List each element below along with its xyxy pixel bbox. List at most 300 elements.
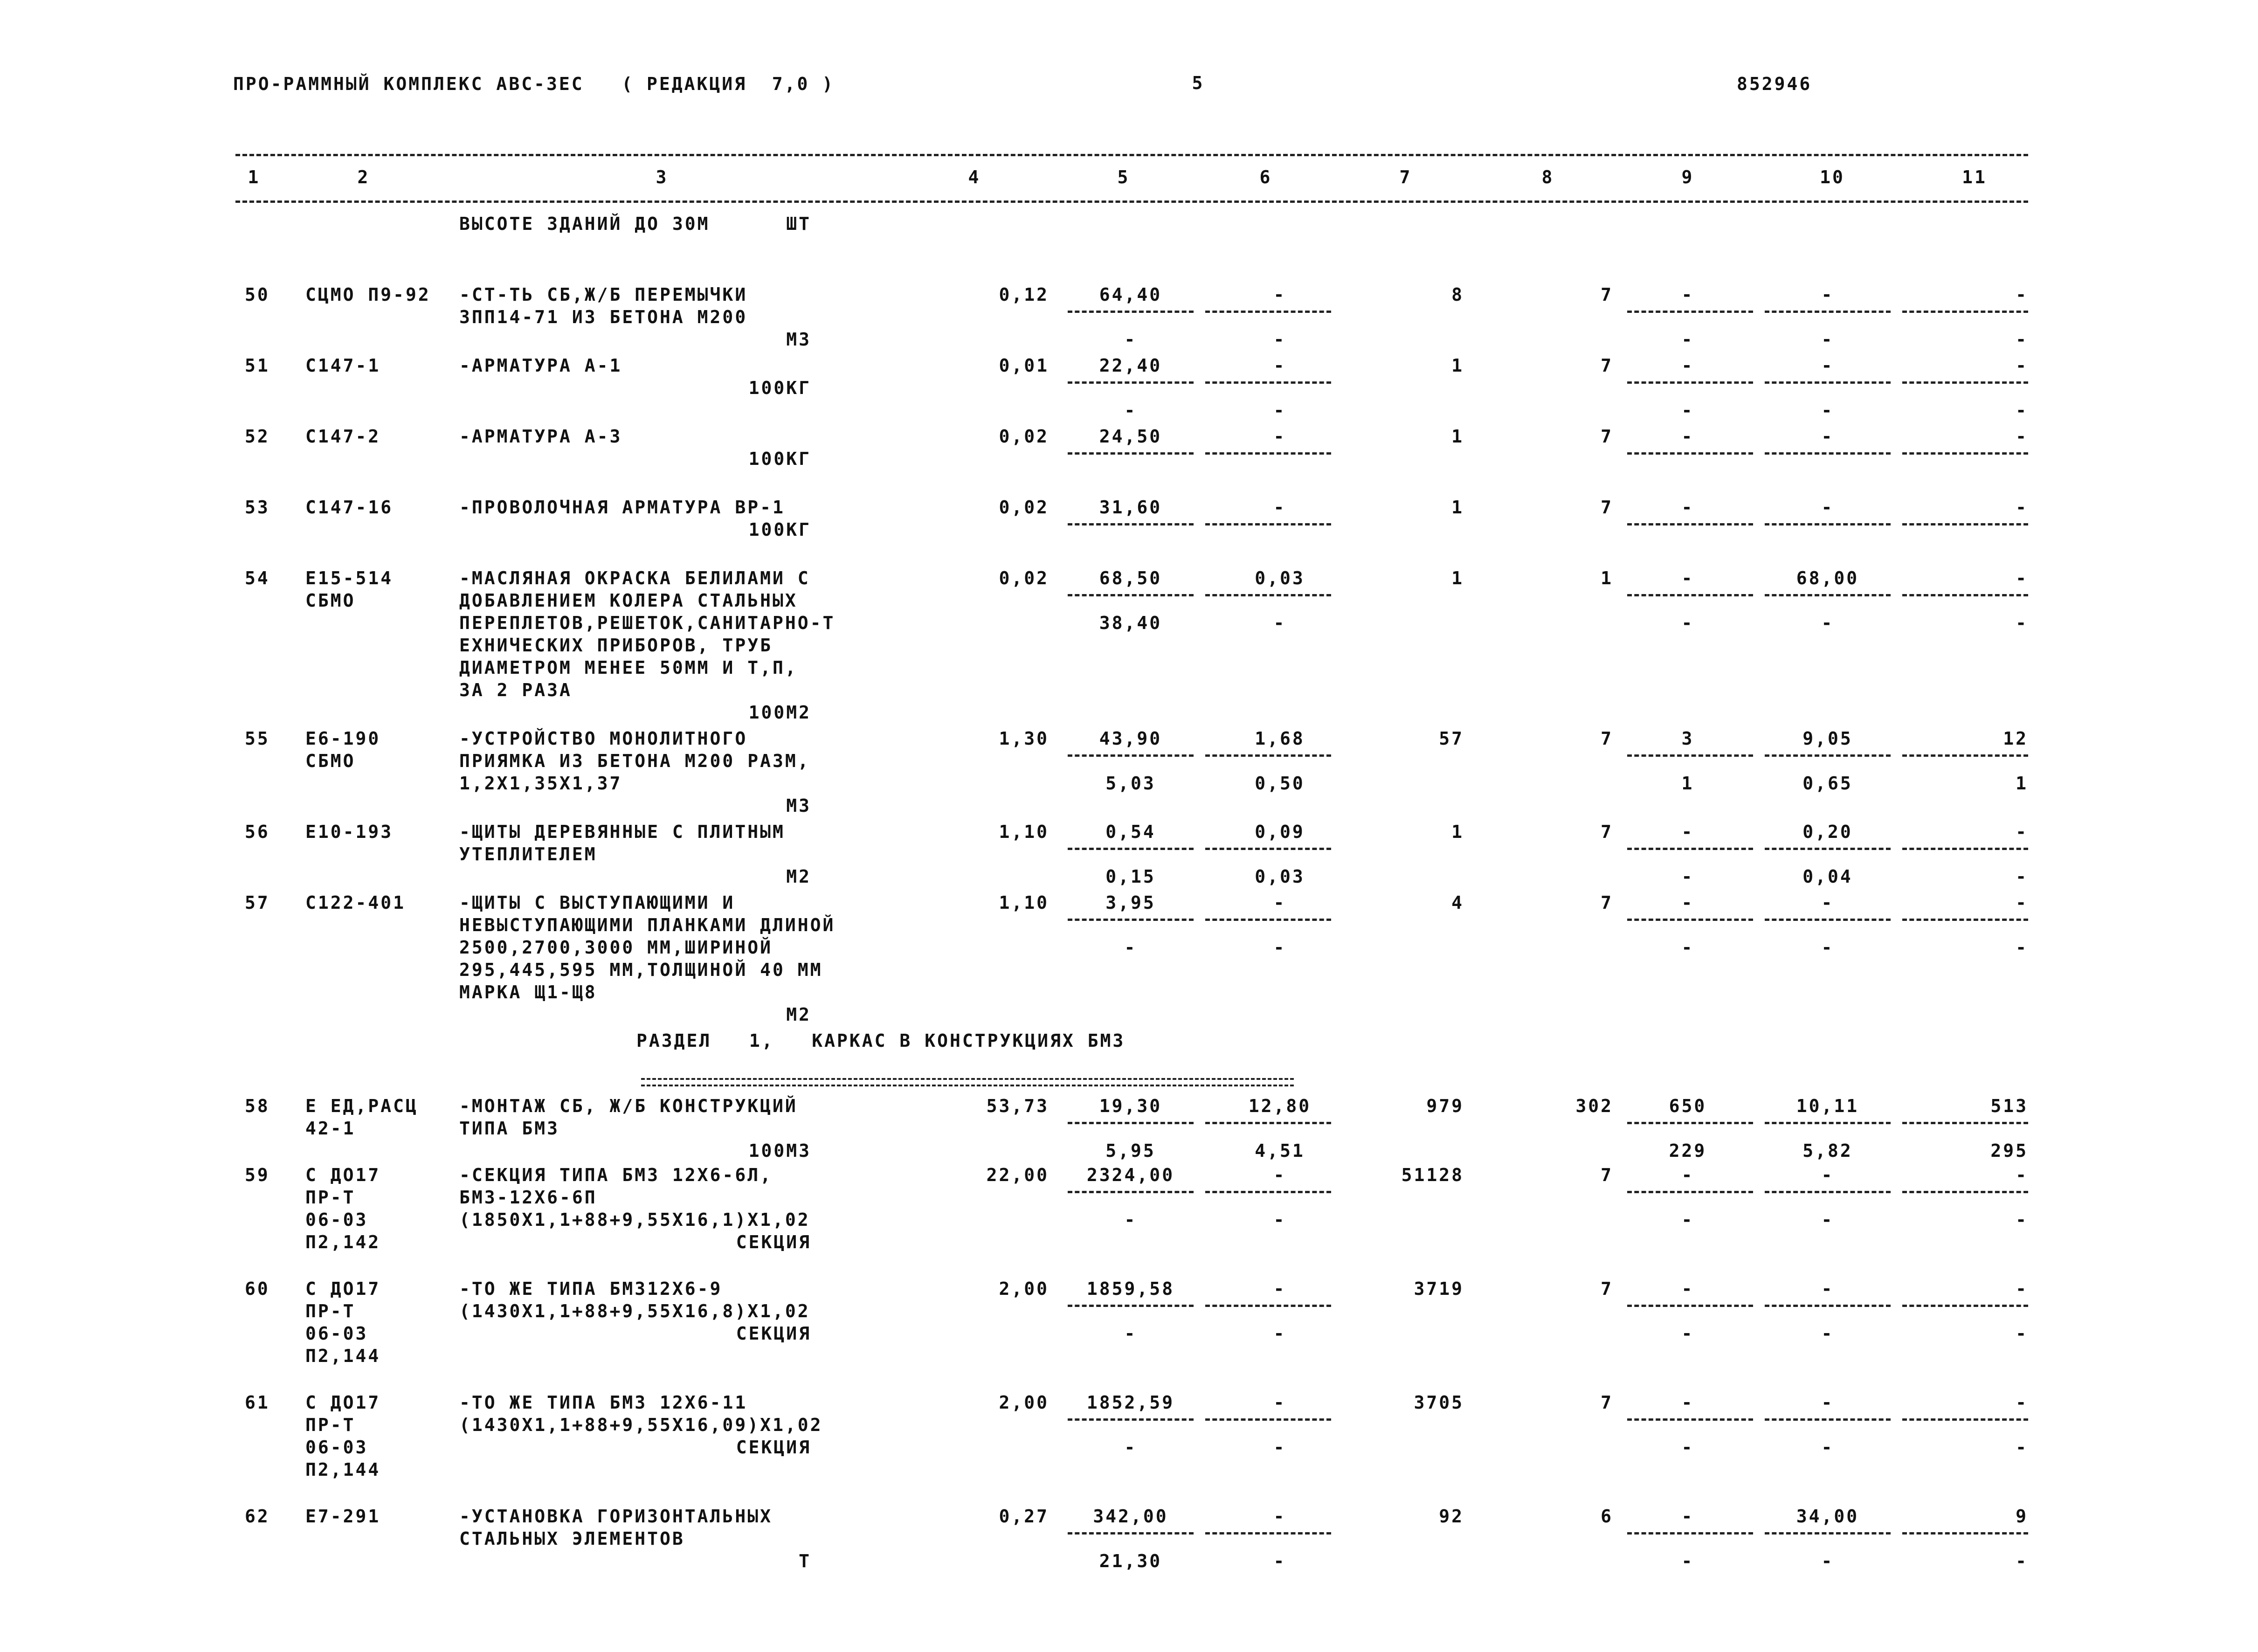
cell-divider bbox=[1765, 381, 1891, 384]
cell-col6-total: 0,09 bbox=[1255, 822, 1305, 842]
cell-divider bbox=[1627, 523, 1753, 525]
cell-col11-total: 513 bbox=[1990, 1096, 2028, 1116]
cell-col5-total: 43,90 bbox=[1099, 728, 1162, 749]
cell-divider bbox=[1205, 1418, 1331, 1421]
row-unit-note: СЕКЦИЯ bbox=[736, 1232, 811, 1252]
cell-col7: 3705 bbox=[1414, 1392, 1464, 1413]
row-description: БМЗ-12Х6-6П bbox=[459, 1187, 597, 1208]
row-code: С122-401 bbox=[305, 892, 406, 913]
cell-col5-total: 24,50 bbox=[1099, 426, 1162, 447]
cell-col10-wage: - bbox=[1821, 1437, 1834, 1458]
row-description: -ТО ЖЕ ТИПА БМЗ12Х6-9 bbox=[459, 1279, 723, 1299]
cell-col5-wage: - bbox=[1124, 1210, 1137, 1230]
cell-col4: 0,02 bbox=[999, 426, 1049, 447]
cell-col10-total: 9,05 bbox=[1802, 728, 1853, 749]
cell-col9-wage: - bbox=[1681, 866, 1694, 887]
row-description: -АРМАТУРА А-3 bbox=[459, 426, 622, 447]
cell-col6-wage: - bbox=[1273, 400, 1286, 421]
cell-col8: 1 bbox=[1601, 568, 1613, 588]
row-description: 1,2Х1,35Х1,37 bbox=[459, 773, 622, 794]
cell-divider bbox=[1627, 311, 1753, 313]
cell-col9-total: - bbox=[1681, 892, 1694, 913]
row-description: -ТО ЖЕ ТИПА БМЗ 12Х6-11 bbox=[459, 1392, 748, 1413]
row-unit: М2 bbox=[786, 866, 811, 887]
cell-col11-total: - bbox=[2016, 1279, 2028, 1299]
cell-divider bbox=[1627, 1122, 1753, 1124]
cell-col6-wage: 0,03 bbox=[1255, 866, 1305, 887]
cell-col6-total: - bbox=[1273, 426, 1286, 447]
cell-col4: 0,01 bbox=[999, 355, 1049, 376]
cell-col5-total: 22,40 bbox=[1099, 355, 1162, 376]
cell-divider bbox=[1902, 523, 2028, 525]
cell-col11-total: - bbox=[2016, 426, 2028, 447]
cell-col8: 302 bbox=[1575, 1096, 1613, 1116]
cell-col9-wage: - bbox=[1681, 937, 1694, 958]
cell-col11-wage: - bbox=[2016, 937, 2028, 958]
row-description: -ПРОВОЛОЧНАЯ АРМАТУРА ВР-1 bbox=[459, 497, 785, 518]
cell-divider bbox=[1627, 1305, 1753, 1307]
row-unit: 100КГ bbox=[748, 519, 811, 540]
cell-col8: 7 bbox=[1601, 1279, 1613, 1299]
cell-divider bbox=[1068, 919, 1194, 921]
cell-col5-total: 1852,59 bbox=[1086, 1392, 1175, 1413]
column-header: 7 bbox=[1399, 167, 1412, 187]
row-description: -УСТРОЙСТВО МОНОЛИТНОГО bbox=[459, 728, 748, 749]
cell-divider bbox=[1627, 919, 1753, 921]
cell-col11-wage: - bbox=[2016, 866, 2028, 887]
cell-divider bbox=[1765, 1191, 1891, 1193]
cell-divider bbox=[1902, 1532, 2028, 1534]
cell-divider bbox=[1205, 311, 1331, 313]
row-number: 54 bbox=[245, 568, 270, 588]
cell-col11-wage: - bbox=[2016, 400, 2028, 421]
row-code: СЦМО П9-92 bbox=[305, 284, 431, 305]
cell-divider bbox=[1205, 452, 1331, 455]
row-code: Е10-193 bbox=[305, 822, 394, 842]
row-description: -УСТАНОВКА ГОРИЗОНТАЛЬНЫХ bbox=[459, 1506, 773, 1527]
cell-col10-wage: 0,65 bbox=[1802, 773, 1853, 794]
cell-divider bbox=[1902, 919, 2028, 921]
table-top-rule bbox=[235, 154, 2028, 156]
cell-divider bbox=[1765, 754, 1891, 757]
cell-col10-wage: - bbox=[1821, 329, 1834, 350]
cell-divider bbox=[1902, 311, 2028, 313]
row-description: ЕХНИЧЕСКИХ ПРИБОРОВ, ТРУБ bbox=[459, 635, 773, 656]
row-description: (1850Х1,1+88+9,55Х16,1)Х1,02 bbox=[459, 1210, 810, 1230]
row-number: 50 bbox=[245, 284, 270, 305]
row-number: 58 bbox=[245, 1096, 270, 1116]
cell-divider bbox=[1205, 1191, 1331, 1193]
cell-divider bbox=[1068, 1532, 1194, 1534]
cell-col5-wage: 21,30 bbox=[1099, 1551, 1162, 1571]
cell-col8: 7 bbox=[1601, 728, 1613, 749]
cell-divider bbox=[1068, 1191, 1194, 1193]
row-unit: М2 bbox=[786, 1004, 811, 1025]
cell-col11-total: - bbox=[2016, 1392, 2028, 1413]
cell-col4: 0,27 bbox=[999, 1506, 1049, 1527]
cell-col5-wage: - bbox=[1124, 400, 1137, 421]
cell-col6-total: - bbox=[1273, 1165, 1286, 1185]
cell-col5-total: 342,00 bbox=[1093, 1506, 1168, 1527]
cell-divider bbox=[1068, 452, 1194, 455]
cell-col7: 57 bbox=[1439, 728, 1464, 749]
cell-divider bbox=[1068, 311, 1194, 313]
cell-col9-wage: 229 bbox=[1669, 1141, 1707, 1161]
row-description: -ЩИТЫ С ВЫСТУПАЮЩИМИ И bbox=[459, 892, 735, 913]
cell-col7: 1 bbox=[1451, 426, 1464, 447]
cell-divider bbox=[1068, 754, 1194, 757]
cell-col10-wage: - bbox=[1821, 400, 1834, 421]
row-unit: 100КГ bbox=[748, 449, 811, 469]
cell-col9-total: 650 bbox=[1669, 1096, 1707, 1116]
cell-col10-wage: - bbox=[1821, 1210, 1834, 1230]
row-code: ПР-Т bbox=[305, 1187, 356, 1208]
cell-divider bbox=[1765, 1122, 1891, 1124]
cell-col5-total: 64,40 bbox=[1099, 284, 1162, 305]
row-code: С147-2 bbox=[305, 426, 381, 447]
cell-col10-wage: - bbox=[1821, 1323, 1834, 1344]
cell-col8: 7 bbox=[1601, 1165, 1613, 1185]
cell-divider bbox=[1902, 1122, 2028, 1124]
cell-col11-total: - bbox=[2016, 822, 2028, 842]
cell-col6-total: 0,03 bbox=[1255, 568, 1305, 588]
cell-col9-wage: - bbox=[1681, 613, 1694, 633]
cell-col4: 1,10 bbox=[999, 822, 1049, 842]
cell-col11-wage: - bbox=[2016, 1551, 2028, 1571]
cell-col7: 92 bbox=[1439, 1506, 1464, 1527]
cell-divider bbox=[1068, 1418, 1194, 1421]
cell-col7: 3719 bbox=[1414, 1279, 1464, 1299]
column-header: 10 bbox=[1820, 167, 1845, 187]
cell-col8: 6 bbox=[1601, 1506, 1613, 1527]
cell-col10-total: 68,00 bbox=[1796, 568, 1859, 588]
cell-col10-total: - bbox=[1821, 355, 1834, 376]
cell-col4: 0,02 bbox=[999, 497, 1049, 518]
row-unit: Т bbox=[799, 1551, 811, 1571]
cell-divider bbox=[1205, 754, 1331, 757]
row-description: УТЕПЛИТЕЛЕМ bbox=[459, 844, 597, 864]
cell-divider bbox=[1068, 1305, 1194, 1307]
cell-divider bbox=[1902, 848, 2028, 850]
cell-col9-total: - bbox=[1681, 1165, 1694, 1185]
cell-divider bbox=[1068, 1122, 1194, 1124]
document-number: 852946 bbox=[1737, 74, 1812, 94]
column-header: 3 bbox=[656, 167, 669, 187]
cell-col9-wage: - bbox=[1681, 1551, 1694, 1571]
row-number: 62 bbox=[245, 1506, 270, 1527]
cell-col10-wage: - bbox=[1821, 1551, 1834, 1571]
cell-col7: 8 bbox=[1451, 284, 1464, 305]
cell-divider bbox=[1205, 594, 1331, 596]
cell-col7: 4 bbox=[1451, 892, 1464, 913]
cell-col9-wage: - bbox=[1681, 400, 1694, 421]
row-code: 06-03 bbox=[305, 1323, 368, 1344]
row-code: С ДО17 bbox=[305, 1165, 381, 1185]
row-number: 56 bbox=[245, 822, 270, 842]
row-description: -АРМАТУРА А-1 bbox=[459, 355, 622, 376]
cell-col4: 2,00 bbox=[999, 1392, 1049, 1413]
column-header: 4 bbox=[968, 167, 981, 187]
cell-divider bbox=[1068, 523, 1194, 525]
row-number: 59 bbox=[245, 1165, 270, 1185]
cell-col10-total: - bbox=[1821, 284, 1834, 305]
cell-col9-total: - bbox=[1681, 568, 1694, 588]
cell-col9-wage: - bbox=[1681, 329, 1694, 350]
cell-divider bbox=[1627, 1191, 1753, 1193]
row-code: 42-1 bbox=[305, 1118, 356, 1139]
cell-col11-total: - bbox=[2016, 284, 2028, 305]
cell-divider bbox=[1902, 452, 2028, 455]
row-code: ПР-Т bbox=[305, 1415, 356, 1435]
row-description: ПЕРЕПЛЕТОВ,РЕШЕТОК,САНИТАРНО-Т bbox=[459, 613, 836, 633]
row-code: П2,142 bbox=[305, 1232, 381, 1252]
column-header: 9 bbox=[1681, 167, 1694, 187]
cell-col6-wage: - bbox=[1273, 1551, 1286, 1571]
cell-divider bbox=[1627, 452, 1753, 455]
cell-col6-total: - bbox=[1273, 284, 1286, 305]
page-number: 5 bbox=[1192, 73, 1205, 93]
cell-col5-wage: - bbox=[1124, 937, 1137, 958]
cell-col10-total: 34,00 bbox=[1796, 1506, 1859, 1527]
cell-col6-total: - bbox=[1273, 1506, 1286, 1527]
cell-divider bbox=[1205, 1122, 1331, 1124]
row-code: С147-16 bbox=[305, 497, 394, 518]
row-code: ПР-Т bbox=[305, 1301, 356, 1321]
table-header-rule bbox=[235, 200, 2028, 203]
cell-col7: 1 bbox=[1451, 355, 1464, 376]
cell-divider bbox=[1068, 381, 1194, 384]
cell-col6-wage: 4,51 bbox=[1255, 1141, 1305, 1161]
cell-col11-wage: - bbox=[2016, 613, 2028, 633]
row-description: -МАСЛЯНАЯ ОКРАСКА БЕЛИЛАМИ С bbox=[459, 568, 810, 588]
cell-col9-total: - bbox=[1681, 1392, 1694, 1413]
row-code: Е ЕД,РАСЦ bbox=[305, 1096, 418, 1116]
cell-col9-wage: - bbox=[1681, 1210, 1694, 1230]
cell-col10-total: - bbox=[1821, 497, 1834, 518]
cell-col11-wage: - bbox=[2016, 1210, 2028, 1230]
column-header: 5 bbox=[1117, 167, 1130, 187]
row-code: С147-1 bbox=[305, 355, 381, 376]
cell-divider bbox=[1902, 1191, 2028, 1193]
row-description: ЗА 2 РАЗА bbox=[459, 680, 572, 700]
cell-col9-total: - bbox=[1681, 355, 1694, 376]
row-number: 61 bbox=[245, 1392, 270, 1413]
cell-divider bbox=[1902, 1418, 2028, 1421]
row-description: ПРИЯМКА ИЗ БЕТОНА М200 РАЗМ, bbox=[459, 751, 810, 771]
cell-col5-wage: - bbox=[1124, 1437, 1137, 1458]
row-unit: М3 bbox=[786, 795, 811, 816]
cell-col9-total: - bbox=[1681, 1506, 1694, 1527]
section-double-rule bbox=[641, 1078, 1294, 1086]
cell-col10-total: - bbox=[1821, 892, 1834, 913]
cell-col11-total: - bbox=[2016, 1165, 2028, 1185]
row-number: 53 bbox=[245, 497, 270, 518]
column-header: 11 bbox=[1962, 167, 1987, 187]
row-description: ВЫСОТЕ ЗДАНИЙ ДО 30М bbox=[459, 214, 710, 234]
row-description: -ЩИТЫ ДЕРЕВЯННЫЕ С ПЛИТНЫМ bbox=[459, 822, 785, 842]
cell-col6-total: - bbox=[1273, 497, 1286, 518]
cell-col5-total: 0,54 bbox=[1105, 822, 1156, 842]
cell-divider bbox=[1068, 848, 1194, 850]
cell-divider bbox=[1205, 848, 1331, 850]
cell-divider bbox=[1627, 848, 1753, 850]
row-code: С ДО17 bbox=[305, 1392, 381, 1413]
cell-divider bbox=[1902, 594, 2028, 596]
cell-col5-wage: 5,03 bbox=[1105, 773, 1156, 794]
cell-col4: 0,12 bbox=[999, 284, 1049, 305]
cell-col7: 1 bbox=[1451, 497, 1464, 518]
row-number: 57 bbox=[245, 892, 270, 913]
cell-divider bbox=[1627, 594, 1753, 596]
row-code: 06-03 bbox=[305, 1210, 368, 1230]
cell-col6-total: 1,68 bbox=[1255, 728, 1305, 749]
cell-col9-wage: - bbox=[1681, 1323, 1694, 1344]
row-description: -МОНТАЖ СБ, Ж/Б КОНСТРУКЦИЙ bbox=[459, 1096, 798, 1116]
cell-col10-total: - bbox=[1821, 1165, 1834, 1185]
cell-divider bbox=[1205, 381, 1331, 384]
cell-col6-total: 12,80 bbox=[1248, 1096, 1312, 1116]
cell-divider bbox=[1765, 452, 1891, 455]
section-heading: РАЗДЕЛ 1, КАРКАС В КОНСТРУКЦИЯХ БМЗ bbox=[636, 1030, 1126, 1051]
cell-col10-total: - bbox=[1821, 1279, 1834, 1299]
cell-col6-wage: - bbox=[1273, 937, 1286, 958]
cell-col11-wage: 1 bbox=[2016, 773, 2028, 794]
row-description: (1430Х1,1+88+9,55Х16,8)Х1,02 bbox=[459, 1301, 810, 1321]
cell-divider bbox=[1627, 754, 1753, 757]
cell-divider bbox=[1765, 848, 1891, 850]
cell-divider bbox=[1902, 1305, 2028, 1307]
row-description: НЕВЫСТУПАЮЩИМИ ПЛАНКАМИ ДЛИНОЙ bbox=[459, 915, 836, 935]
cell-col5-wage: 38,40 bbox=[1099, 613, 1162, 633]
row-number: 52 bbox=[245, 426, 270, 447]
cell-col4: 2,00 bbox=[999, 1279, 1049, 1299]
cell-col5-wage: 0,15 bbox=[1105, 866, 1156, 887]
cell-col10-total: - bbox=[1821, 426, 1834, 447]
cell-col4: 1,30 bbox=[999, 728, 1049, 749]
cell-divider bbox=[1902, 754, 2028, 757]
cell-col6-total: - bbox=[1273, 1279, 1286, 1299]
cell-divider bbox=[1765, 523, 1891, 525]
cell-col8: 7 bbox=[1601, 822, 1613, 842]
cell-col4: 0,02 bbox=[999, 568, 1049, 588]
cell-divider bbox=[1205, 1532, 1331, 1534]
row-description: 3ПП14-71 ИЗ БЕТОНА М200 bbox=[459, 307, 748, 327]
row-unit-note: СЕКЦИЯ bbox=[736, 1323, 811, 1344]
row-code: П2,144 bbox=[305, 1459, 381, 1480]
row-description: -СТ-ТЬ СБ,Ж/Б ПЕРЕМЫЧКИ bbox=[459, 284, 748, 305]
program-title: ПРО-РАММНЫЙ КОМПЛЕКС АВС-3ЕС ( РЕДАКЦИЯ 7,0 ) bbox=[233, 74, 835, 94]
cell-col10-total: 10,11 bbox=[1796, 1096, 1859, 1116]
cell-col5-total: 3,95 bbox=[1105, 892, 1156, 913]
cell-col9-wage: - bbox=[1681, 1437, 1694, 1458]
cell-col10-wage: - bbox=[1821, 937, 1834, 958]
cell-col4: 53,73 bbox=[986, 1096, 1049, 1116]
row-number: 55 bbox=[245, 728, 270, 749]
cell-col5-total: 19,30 bbox=[1099, 1096, 1162, 1116]
cell-divider bbox=[1765, 594, 1891, 596]
row-unit: 100КГ bbox=[748, 378, 811, 398]
row-description: -СЕКЦИЯ ТИПА БМЗ 12Х6-6Л, bbox=[459, 1165, 773, 1185]
row-code: СБМО bbox=[305, 590, 356, 611]
row-code: Е7-291 bbox=[305, 1506, 381, 1527]
cell-col6-total: - bbox=[1273, 355, 1286, 376]
cell-col10-total: 0,20 bbox=[1802, 822, 1853, 842]
cell-col11-total: - bbox=[2016, 568, 2028, 588]
row-unit: М3 bbox=[786, 329, 811, 350]
row-code: С ДО17 bbox=[305, 1279, 381, 1299]
cell-col11-total: 9 bbox=[2016, 1506, 2028, 1527]
row-description: 2500,2700,3000 ММ,ШИРИНОЙ bbox=[459, 937, 773, 958]
row-description: 295,445,595 ММ,ТОЛЩИНОЙ 40 ММ bbox=[459, 960, 823, 980]
cell-col11-total: - bbox=[2016, 497, 2028, 518]
cell-col6-wage: - bbox=[1273, 329, 1286, 350]
cell-col11-total: - bbox=[2016, 355, 2028, 376]
column-header: 8 bbox=[1541, 167, 1554, 187]
cell-col9-total: - bbox=[1681, 497, 1694, 518]
cell-col11-wage: - bbox=[2016, 1323, 2028, 1344]
cell-col7: 979 bbox=[1426, 1096, 1464, 1116]
column-header: 6 bbox=[1259, 167, 1272, 187]
cell-col6-wage: - bbox=[1273, 1210, 1286, 1230]
column-header: 2 bbox=[357, 167, 370, 187]
cell-divider bbox=[1627, 1532, 1753, 1534]
cell-col5-total: 31,60 bbox=[1099, 497, 1162, 518]
cell-col8: 7 bbox=[1601, 497, 1613, 518]
row-code: Е15-514 bbox=[305, 568, 394, 588]
cell-col11-wage: - bbox=[2016, 1437, 2028, 1458]
cell-col5-wage: - bbox=[1124, 329, 1137, 350]
row-number: 51 bbox=[245, 355, 270, 376]
cell-col5-wage: 5,95 bbox=[1105, 1141, 1156, 1161]
cell-divider bbox=[1205, 1305, 1331, 1307]
cell-col10-wage: 5,82 bbox=[1802, 1141, 1853, 1161]
cell-col4: 22,00 bbox=[986, 1165, 1049, 1185]
column-header: 1 bbox=[248, 167, 261, 187]
cell-col5-total: 68,50 bbox=[1099, 568, 1162, 588]
cell-col10-wage: 0,04 bbox=[1802, 866, 1853, 887]
cell-col6-total: - bbox=[1273, 892, 1286, 913]
cell-col6-total: - bbox=[1273, 1392, 1286, 1413]
cell-col6-wage: - bbox=[1273, 1437, 1286, 1458]
cell-col9-wage: 1 bbox=[1681, 773, 1694, 794]
row-unit: ШТ bbox=[786, 214, 811, 234]
cell-divider bbox=[1765, 919, 1891, 921]
cell-col6-wage: 0,50 bbox=[1255, 773, 1305, 794]
row-code: 06-03 bbox=[305, 1437, 368, 1458]
cell-divider bbox=[1068, 594, 1194, 596]
cell-col11-wage: - bbox=[2016, 329, 2028, 350]
cell-divider bbox=[1205, 919, 1331, 921]
cell-col10-wage: - bbox=[1821, 613, 1834, 633]
cell-col5-total: 2324,00 bbox=[1086, 1165, 1175, 1185]
row-code: СБМО bbox=[305, 751, 356, 771]
cell-col8: 7 bbox=[1601, 284, 1613, 305]
cell-divider bbox=[1765, 1532, 1891, 1534]
cell-col6-wage: - bbox=[1273, 1323, 1286, 1344]
cell-divider bbox=[1205, 523, 1331, 525]
cell-col10-total: - bbox=[1821, 1392, 1834, 1413]
cell-col11-total: 12 bbox=[2003, 728, 2028, 749]
row-description: (1430Х1,1+88+9,55Х16,09)Х1,02 bbox=[459, 1415, 823, 1435]
cell-divider bbox=[1765, 1418, 1891, 1421]
cell-col5-total: 1859,58 bbox=[1086, 1279, 1175, 1299]
cell-col4: 1,10 bbox=[999, 892, 1049, 913]
row-number: 60 bbox=[245, 1279, 270, 1299]
cell-divider bbox=[1627, 1418, 1753, 1421]
cell-col8: 7 bbox=[1601, 1392, 1613, 1413]
cell-divider bbox=[1765, 311, 1891, 313]
cell-col11-wage: 295 bbox=[1990, 1141, 2028, 1161]
